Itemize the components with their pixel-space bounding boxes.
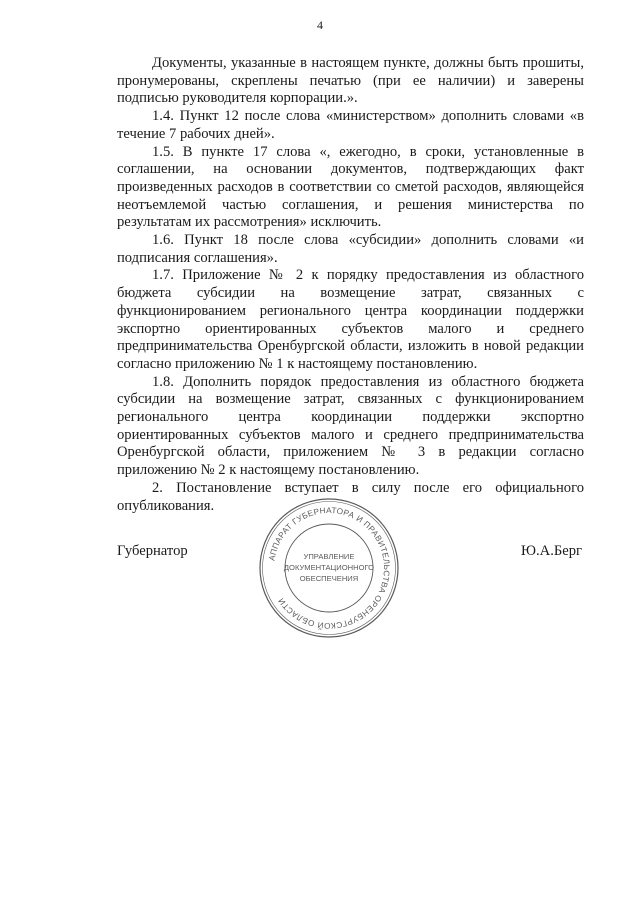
paragraph-2: 2. Постановление вступает в силу после его официального опубликования. [117,479,584,514]
seal-center-line-2: ДОКУМЕНТАЦИОННОГО [283,563,375,572]
paragraph-1-5: 1.5. В пункте 17 слова «, ежегодно, в сроки, установленные в соглашении, на основании документов, подтверждающих факт произведенных расходов в соответствии со сметой расходов, являющейся неотъемлемой частью соглашения, и решения министерства по результатам их рассмотрения» исключить. [117,143,584,231]
paragraph-1-8: 1.8. Дополнить порядок предоставления из областного бюджета субсидии на возмещение затрат, связанных с функционированием регионального центра координации поддержки экспортно ориентированных субъектов малого и среднего предпринимательства Оренбургской области, приложением № 3 в редакции согласно приложению № 2 к настоящему постановлению. [117,373,584,479]
document-body [117,55,584,515]
seal-center-line-3: ОБЕСПЕЧЕНИЯ [299,574,359,583]
seal-center-line-1: УПРАВЛЕНИЕ [303,552,355,561]
paragraph-continuation: Документы, указанные в настоящем пункте, должны быть прошиты, пронумерованы, скреплены печатью (при ее наличии) и заверены подписью руководителя корпорации.». [117,55,584,107]
signatory-name: Ю.А.Берг [521,543,582,559]
paragraph-1-6: 1.6. Пункт 18 после слова «субсидии» дополнить словами «и подписания соглашения». [117,232,584,266]
seal-ring-text: АППАРАТ ГУБЕРНАТОРА И ПРАВИТЕЛЬСТВА ОРЕНБУРГСКОЙ ОБЛАСТИ [267,505,392,631]
signatory-position: Губернатор [117,543,188,559]
page-number: 4 [317,18,323,32]
paragraph-1-4: 1.4. Пункт 12 после слова «министерством» дополнить словами «в течение 7 рабочих дней». [117,108,584,142]
official-seal [258,497,400,639]
paragraph-1-7: 1.7. Приложение № 2 к порядку предоставления из областного бюджета субсидии на возмещение затрат, связанных с функционированием регионального центра координации поддержки экспортно ориентированных субъектов малого и среднего предпринимательства Оренбургской области, изложить в новой редакции согласно приложению № 1 к настоящему постановлению. [117,267,584,372]
